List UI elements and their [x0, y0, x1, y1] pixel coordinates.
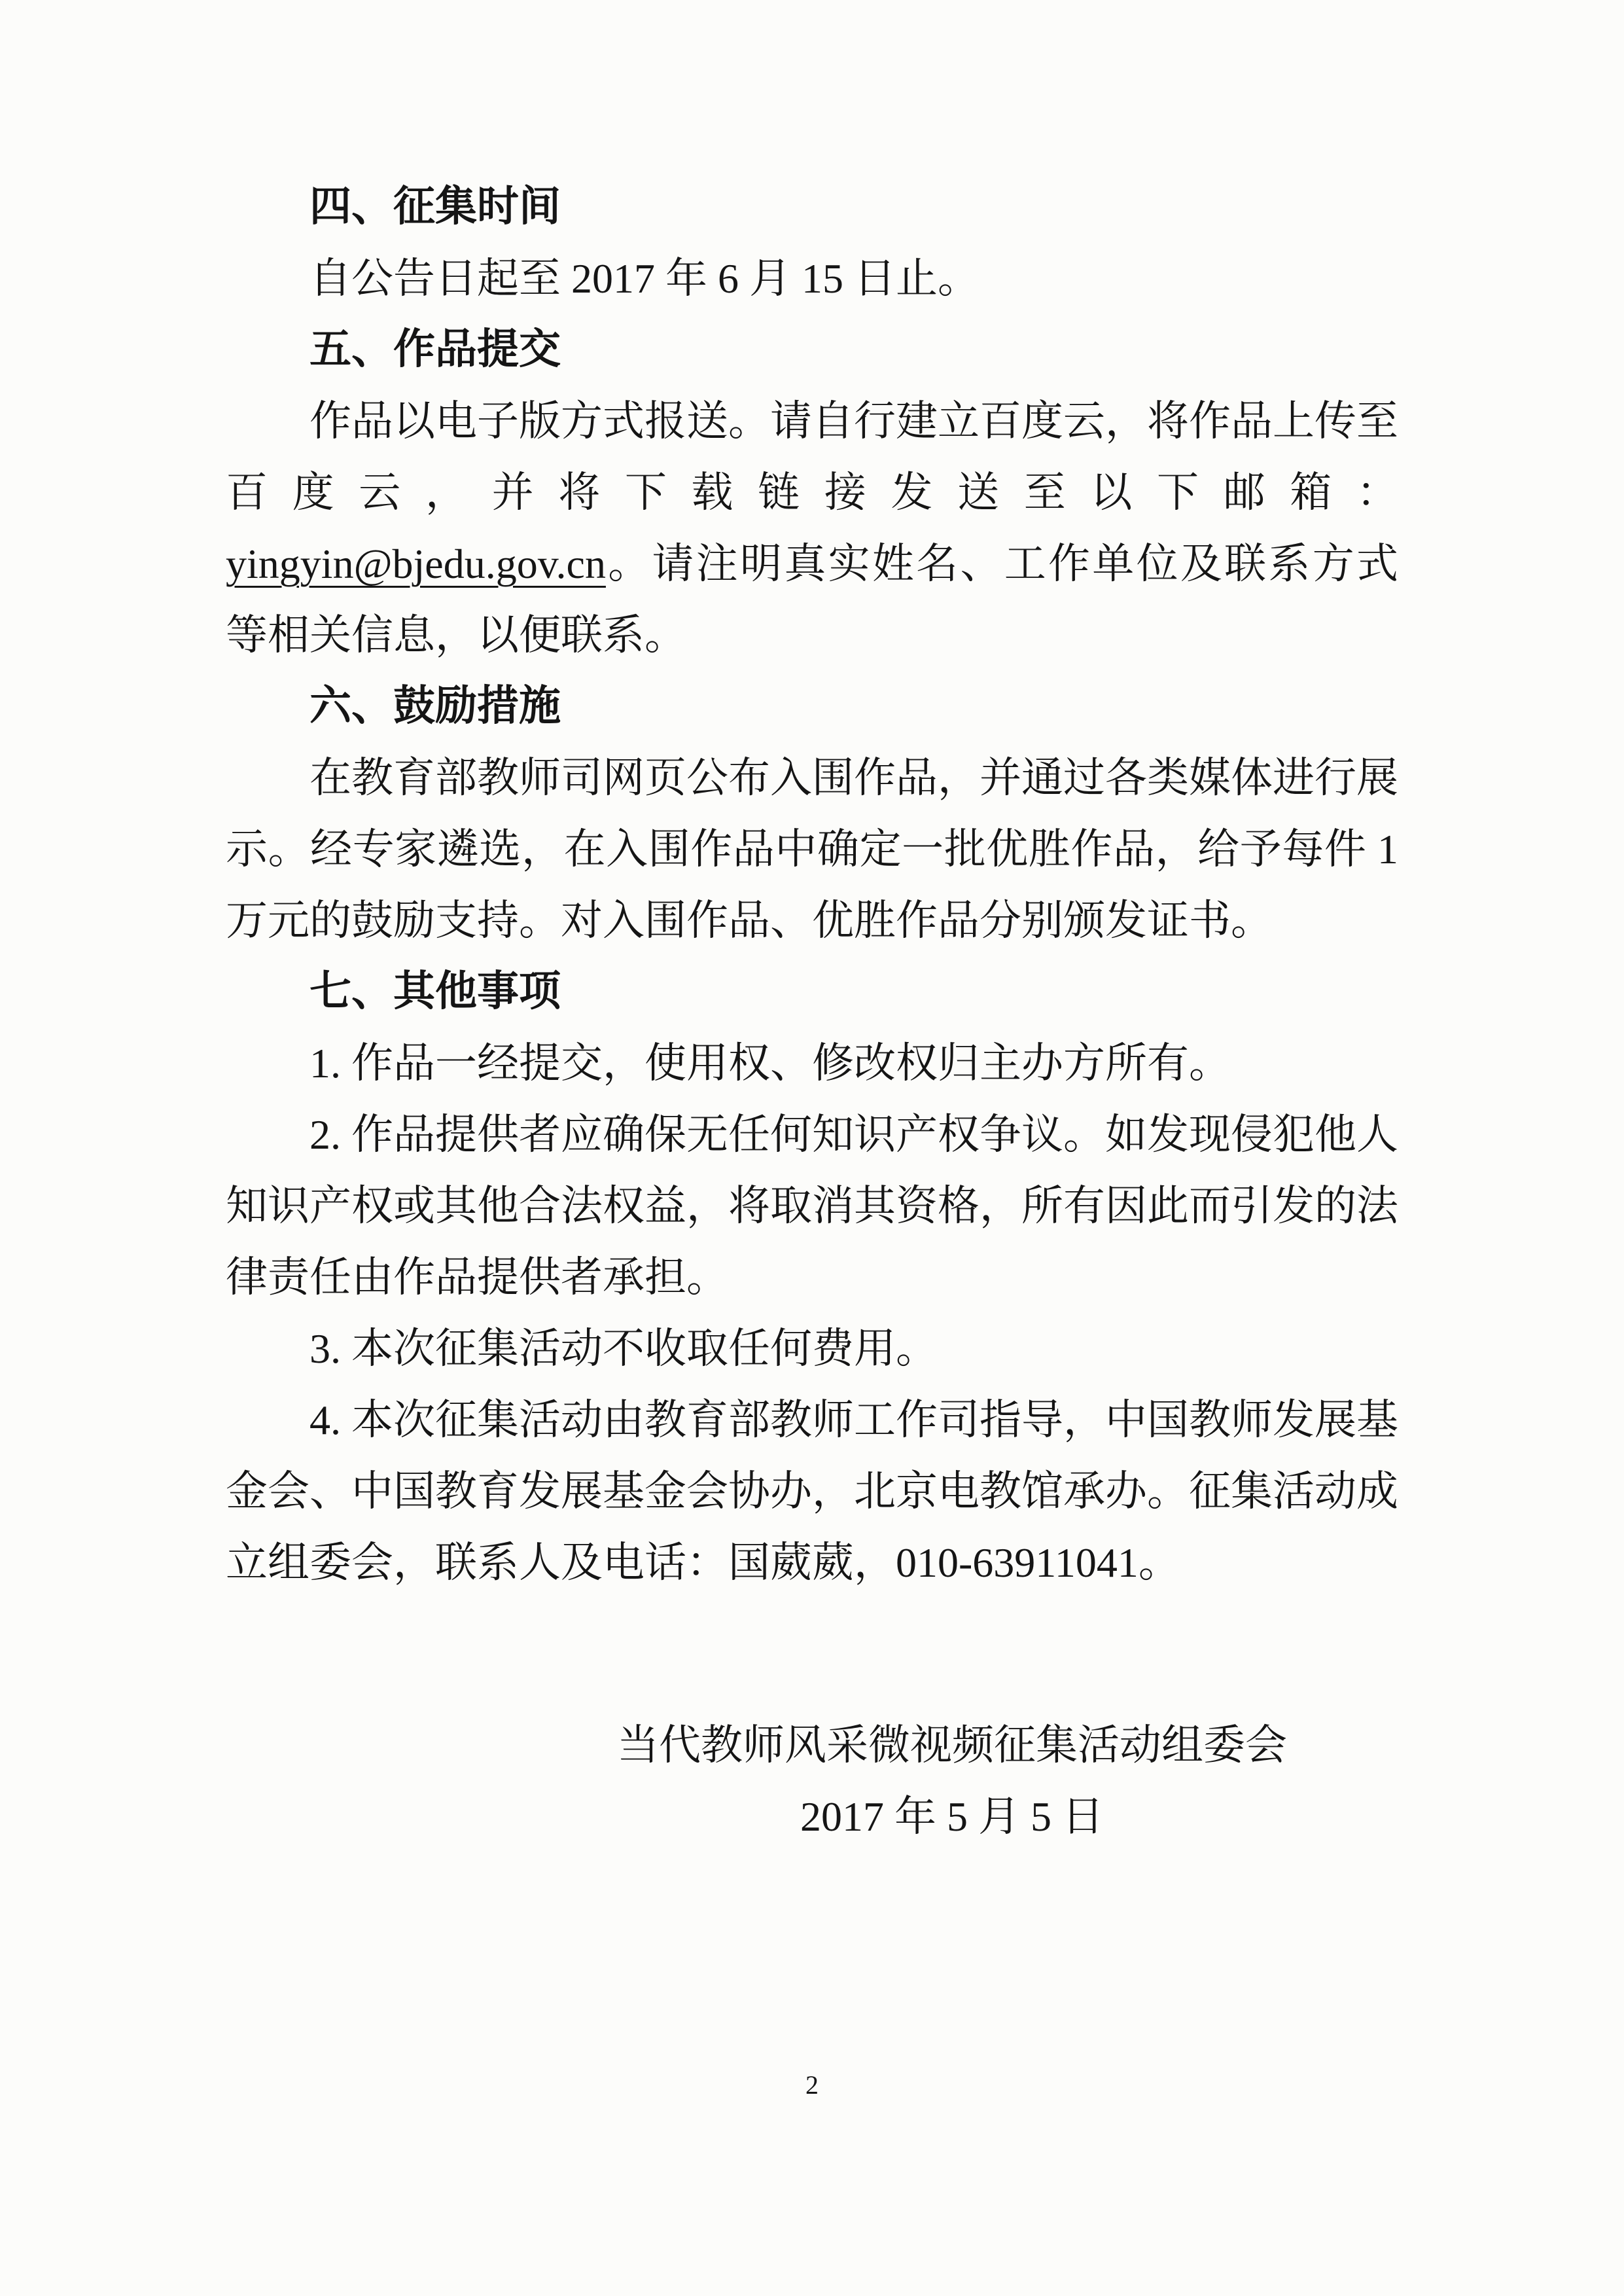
signature-date: 2017 年 5 月 5 日 — [800, 1793, 1104, 1840]
page-number: 2 — [805, 2070, 819, 2100]
section-heading-encouragement-measures: 六、鼓励措施 — [309, 682, 561, 730]
other-matters-item-1: 1. 作品一经提交，使用权、修改权归主办方所有。 — [309, 1040, 1231, 1086]
document-body — [226, 171, 1398, 1852]
para-collection-time: 自公告日起至 2017 年 6 月 15 日止。 — [309, 255, 980, 302]
para-work-submission — [226, 386, 1398, 671]
section-heading-collection-time: 四、征集时间 — [309, 183, 561, 231]
other-matters-item-2: 2. 作品提供者应确保无任何知识产权争议。如发现侵犯他人知识产权或其他合法权益，将取消其资格，所有因此而引发的法律责任由作品提供者承担。 — [226, 1111, 1398, 1300]
other-matters-item-3: 3. 本次征集活动不收取任何费用。 — [309, 1325, 938, 1372]
section-heading-other-matters: 七、其他事项 — [309, 967, 561, 1016]
submission-email-address: yingyin@bjedu.gov.cn — [226, 541, 606, 587]
submission-text-after-email: 。请注明真实姓名、工作单位及联系方式等相关信息，以便联系。 — [226, 541, 1398, 658]
para-encouragement-measures: 在教育部教师司网页公布入围作品，并通过各类媒体进行展示。经专家遴选，在入围作品中确定一批优胜作品，给予每件 1 万元的鼓励支持。对入围作品、优胜作品分别颁发证书。 — [226, 755, 1398, 944]
other-matters-item-4: 4. 本次征集活动由教育部教师工作司指导，中国教师发展基金会、中国教育发展基金会协办，北京电教馆承办。征集活动成立组委会，联系人及电话：国葳葳，010-63911041。 — [226, 1397, 1398, 1586]
signature-block — [617, 1710, 1287, 1852]
section-heading-work-submission: 五、作品提交 — [309, 325, 561, 374]
signature-organization: 当代教师风采微视频征集活动组委会 — [617, 1722, 1287, 1768]
submission-text-before-email: 作品以电子版方式报送。请自行建立百度云，将作品上传至百度云，并将下载链接发送至以下邮箱： — [226, 398, 1398, 516]
